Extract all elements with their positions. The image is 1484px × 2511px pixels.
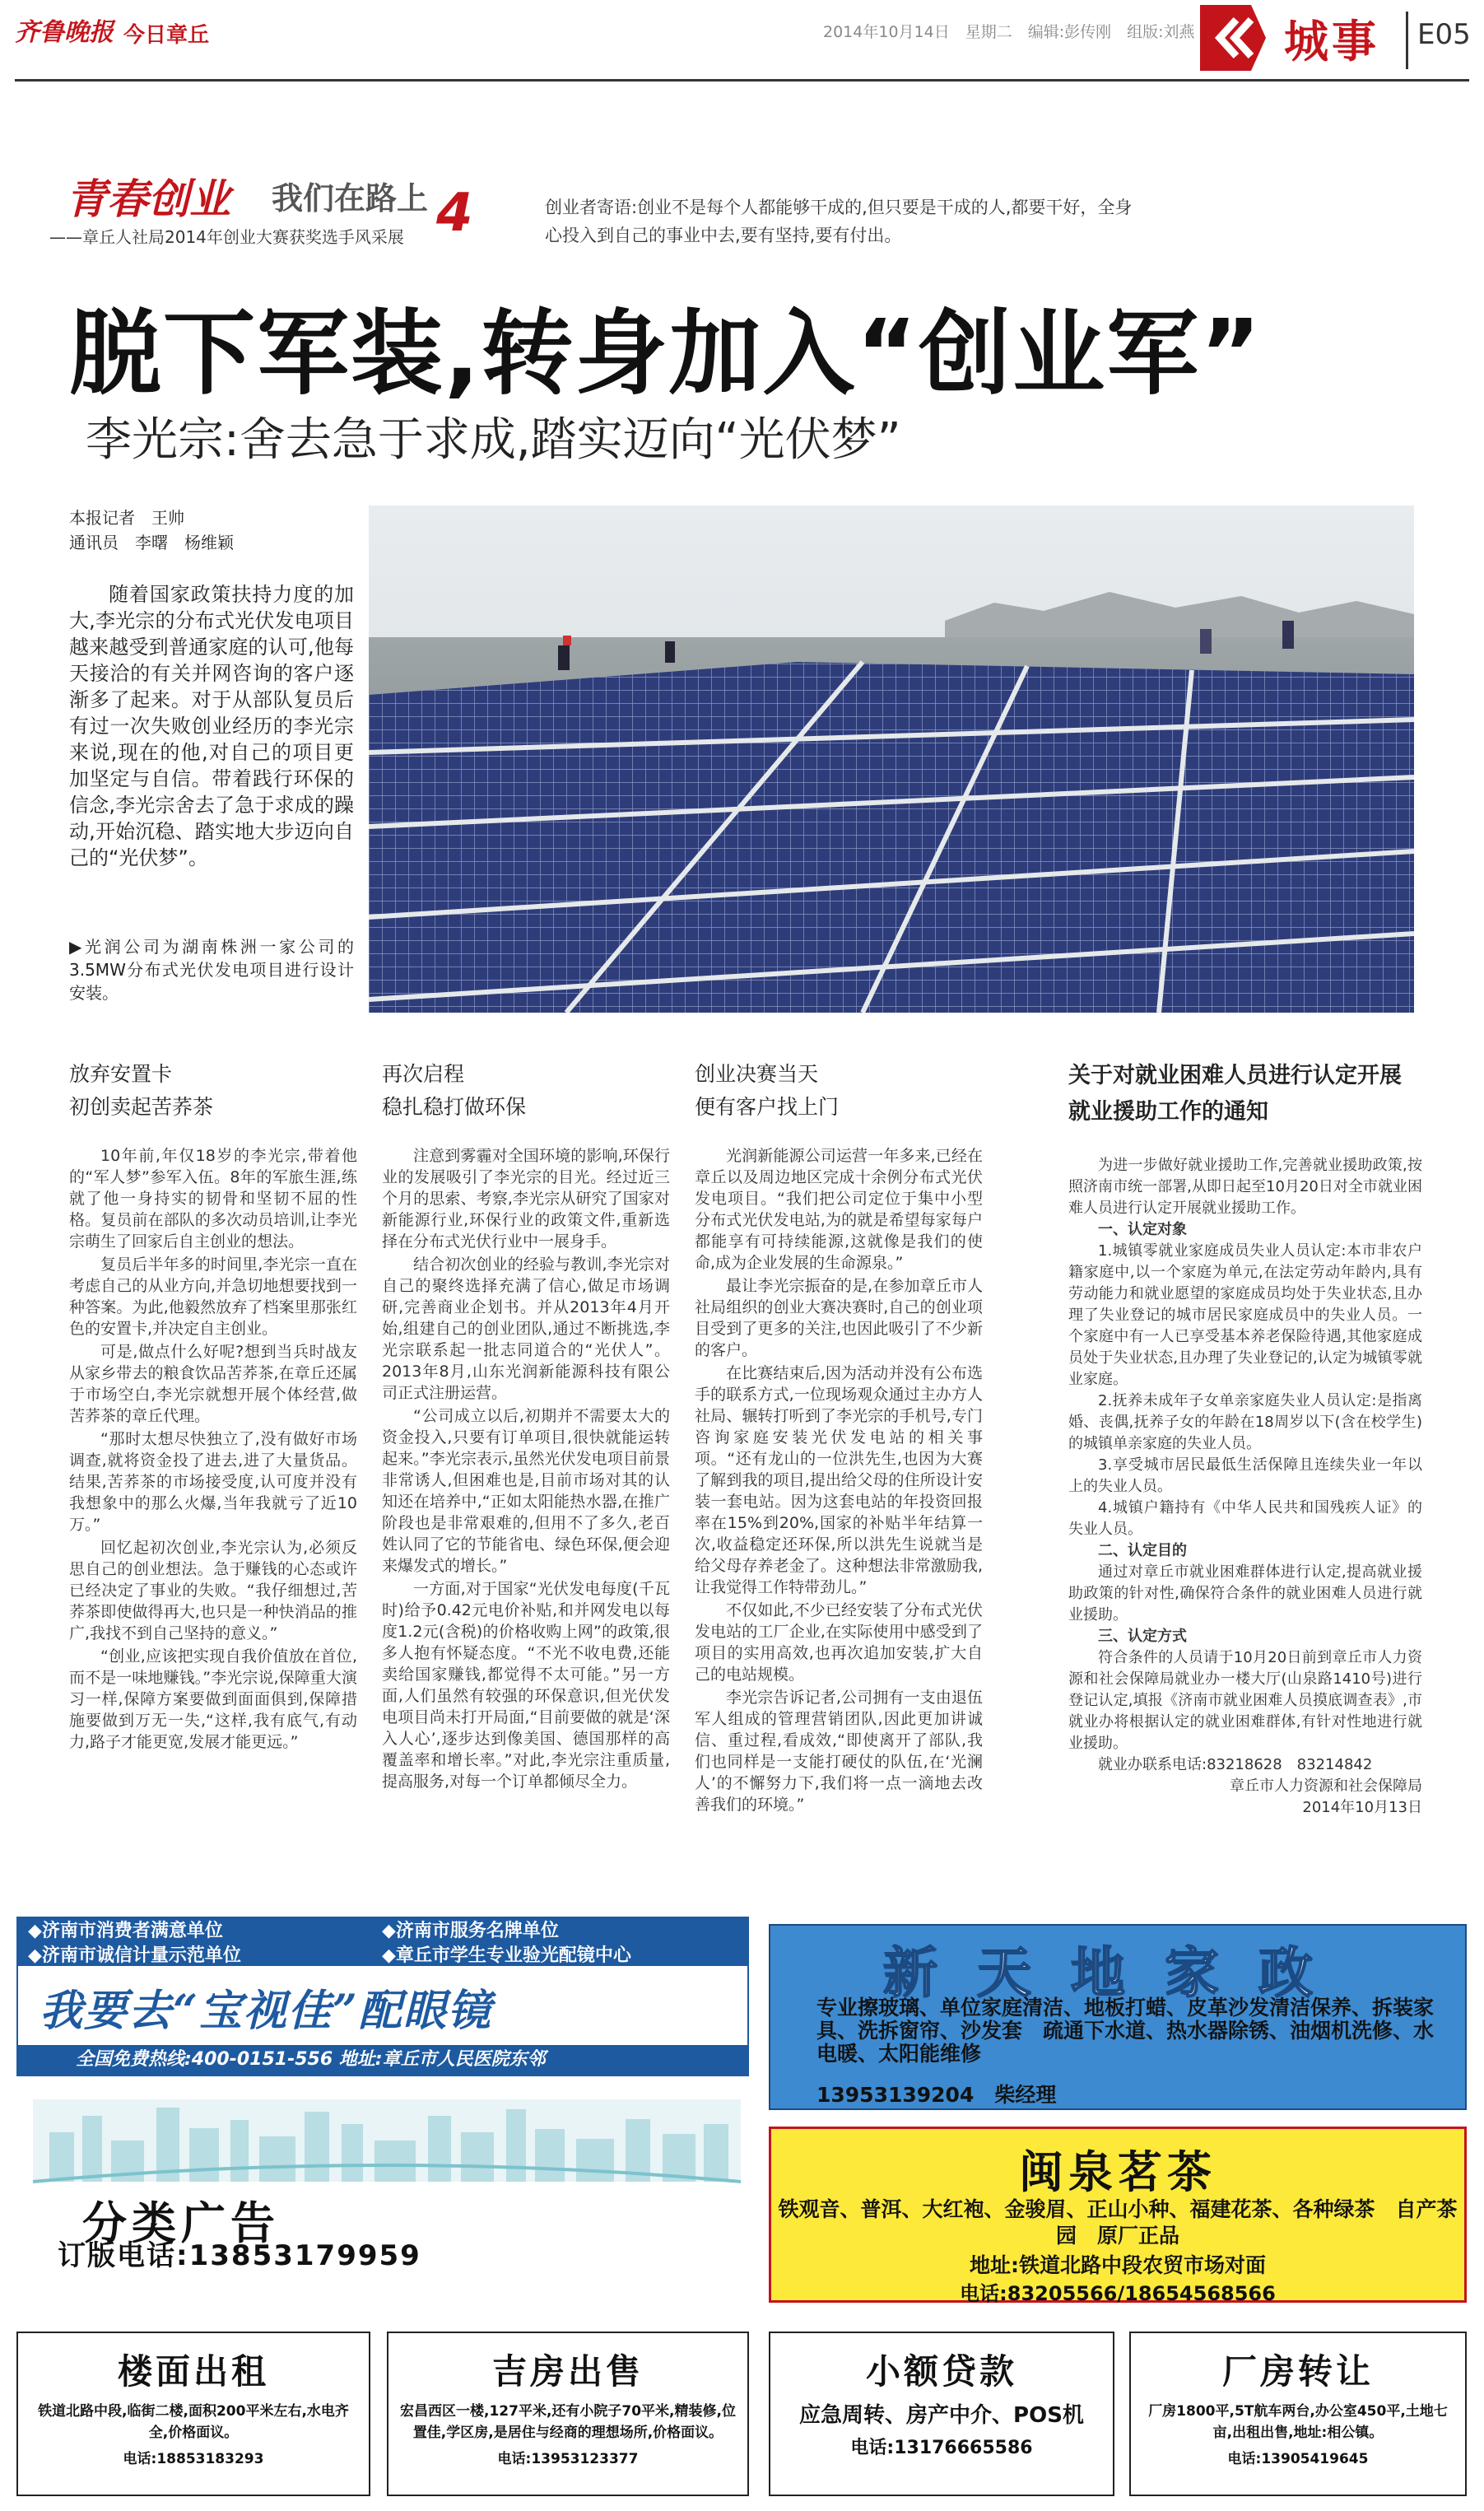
byline [69, 505, 234, 555]
notice-date: 2014年10月13日 [1302, 1799, 1422, 1816]
classified-box-title: 楼面出租 [117, 2351, 269, 2392]
classified-box-desc: 应急周转、房产中介、POS机 [799, 2403, 1084, 2428]
byline-correspondent: 通讯员 李曙 杨维颖 [69, 533, 234, 552]
classified-box [1129, 2332, 1467, 2496]
series-motto: 创业者寄语:创业不是每个人都能够干成的,但只要是干成的人,都要干好，全身心投入到自己的事业中去,要有坚持,要有付出。 [545, 198, 1133, 245]
tea-address: 地址:铁道北路中段农贸市场对面 [970, 2253, 1266, 2277]
notice-heading: 二、认定目的 [1098, 1542, 1187, 1559]
byline-reporter: 本报记者 王帅 [69, 508, 184, 528]
paragraph: 光润新能源公司运营一年多来,已经在章丘以及周边地区完成十余例分布式光伏发电项目。“我们把公司定位于集中小型分布式光伏发电站,为的就是希望每家每户都能享有可持续能源,这就像是我们的使命,成为企业发展的生命源泉。” [695, 1147, 983, 1272]
classified-box-phone: 电话:13905419645 [1227, 2451, 1369, 2467]
paragraph: “公司成立以后,初期并不需要太大的资金投入,只要有订单项目,很快就能运转起来。”李光宗表示,虽然光伏发电项目前景非常诱人,但困难也是,目前市场对其的认知还在培养中,“正如太阳能热水器,在推广阶段也是非常艰难的,但用不了多久,老百姓认同了它的节能省电、绿色环保,便会迎来爆发式的增长。” [382, 1407, 670, 1575]
classified-box-title: 吉房出售 [491, 2351, 644, 2392]
notice-item: 3.享受城市居民最低生活保障且连续失业一年以上的失业人员。 [1068, 1456, 1422, 1495]
paragraph: 复员后半年多的时间里,李光宗一直在考虑自己的从业方向,并急切地想要找到一种答案。为此,他毅然放弃了档案里那张红色的安置卡,并决定自主创业。 [69, 1256, 357, 1338]
paragraph: “创业,应该把实现自我价值放在首位,而不是一味地赚钱。”李光宗说,保障重大演习一样,保障方案要做到面面俱到,保障措施要做到万无一失,“这样,我有底气,有动力,路子才能更宽,发展才能更远。” [69, 1647, 357, 1751]
solar-panel-photo [369, 505, 1414, 1013]
paragraph: 在比赛结束后,因为活动并没有公布选手的联系方式,一位现场观众通过主办方人社局、辗转打听到了李光宗的手机号,专门咨询家庭安装光伏发电站的相关事项。“还有龙山的一位洪先生,也因为大赛了解到我的项目,提出给父母的住所设计安装一套电站。因为这套电站的年投资回报率在15%到20%,国家的补贴半年结算一次,收益稳定还环保,所以洪先生说就当是给父母存养老金了。这种想法非常激励我,让我觉得工作特带劲儿。” [695, 1364, 983, 1596]
section-badge-icon [1200, 5, 1266, 71]
notice-box [1068, 1058, 1422, 1819]
tea-items: 铁观音、普洱、大红袍、金骏眉、正山小种、福建花茶、各种绿茶 自产茶园 原厂正品 [778, 2197, 1458, 2248]
paragraph: 注意到雾霾对全国环境的影响,环保行业的发展吸引了李光宗的目光。经过近三个月的思索、考察,李光宗从研究了国家对新能源行业,环保行业的政策文件,重新选择在分布式光伏行业中一展身手。 [382, 1147, 670, 1251]
paragraph: 10年前,年仅18岁的李光宗,带着他的“军人梦”参军入伍。8年的军旅生涯,练就了他一身持实的韧骨和坚韧不屈的性格。复员前在部队的多次动员培训,让李光宗萌生了回家后自主创业的想法。 [69, 1147, 357, 1251]
eyewear-tag: ◆章丘市学生专业验光配镜中心 [382, 1945, 631, 1966]
tea-name: 闽泉茗茶 [1019, 2146, 1217, 2198]
classified-box-phone: 电话:13953123377 [497, 2451, 639, 2467]
housekeeping-desc: 专业擦玻璃、单位家庭清洁、地板打蜡、皮革沙发清洁保养、拆装家具、洗拆窗帘、沙发套 疏通下水道、热水器除锈、油烟机洗修、水电暖、太阳能维修 [816, 1996, 1435, 2066]
notice-item: 1.城镇零就业家庭成员失业人员认定:本市非农户籍家庭中,以一个家庭为单元,在法定劳动年龄内,具有劳动能力和就业愿望的家庭成员均处于失业状态,且办理了失业登记的城市居民家庭成员中的失业人员。一个家庭中有一人已享受基本养老保险待遇,其他家庭成员处于失业状态,且办理了失业登记的,认定为城镇零就业家庭。 [1068, 1242, 1422, 1388]
notice-phone: 就业办联系电话:83218628 83214842 [1098, 1756, 1373, 1773]
notice-paragraph: 通过对章丘市就业困难群体进行认定,提高就业援助政策的针对性,确保符合条件的就业困难人员进行就业援助。 [1068, 1563, 1422, 1624]
housekeeping-name: 新天地家政 [883, 1941, 1352, 2005]
section-title-2a: 再次启程 [382, 1062, 465, 1086]
notice-signature: 章丘市人力资源和社会保障局 [1230, 1777, 1422, 1795]
tea-ad [769, 2127, 1467, 2303]
notice-heading: 一、认定对象 [1098, 1221, 1187, 1238]
section-title: 城事 [1284, 16, 1379, 68]
notice-item: 2.抚养未成年子女单亲家庭失业人员认定:是指离婚、丧偶,抚养子女的年龄在18周岁以下(含在校学生)的城镇单亲家庭的失业人员。 [1068, 1392, 1422, 1452]
classified-box-desc: 宏昌西区一楼,127平米,还有小院子70平米,精装修,位置佳,学区房,是居住与经商的理想场所,价格面议。 [400, 2403, 736, 2441]
section-title-3b: 便有客户找上门 [695, 1095, 840, 1119]
header-divider [1406, 12, 1408, 69]
eyewear-tag: ◆济南市服务名牌单位 [382, 1920, 559, 1941]
page-number: E05 [1417, 18, 1471, 51]
classified-box-phone: 电话:13176665586 [850, 2438, 1033, 2458]
classified-phone: 订版电话:13853179959 [58, 2239, 421, 2272]
classified-box-phone: 电话:18853183293 [123, 2451, 264, 2467]
paragraph: 结合初次创业的经验与教训,李光宗对自己的聚终选择充满了信心,做足市场调研,完善商业企划书。并从2013年4月开始,组建自己的创业团队,通过不断挑选,李光宗联系起一批志同道合的“光伏人”。2013年8月,山东光润新能源科技有限公司正式注册运营。 [382, 1256, 670, 1402]
eyewear-contact: 全国免费热线:400-0151-556 地址:章丘市人民医院东邻 [18, 2045, 747, 2075]
section-title-2b: 稳扎稳打做环保 [382, 1095, 527, 1119]
tea-phone: 电话:83205566/18654568566 [960, 2282, 1276, 2305]
header-rule [15, 79, 1469, 82]
paragraph: 可是,做点什么好呢?想到当兵时战友从家乡带去的粮食饮品苦荞茶,在章丘还属于市场空白,李光宗就想开展个体经营,做苦荞茶的章丘代理。 [69, 1343, 357, 1425]
section-title-3a: 创业决赛当天 [695, 1062, 819, 1086]
housekeeping-phone: 13953139204 柴经理 [816, 2083, 1057, 2107]
notice-paragraph: 符合条件的人员请于10月20日前到章丘市人力资源和社会保障局就业办一楼大厅(山泉路1410号)进行登记认定,填报《济南市就业困难人员摸底调查表》,市就业办将根据认定的就业困难群体,有针对性地进行就业援助。 [1068, 1649, 1422, 1752]
classified-title: 分类广告 [82, 2197, 280, 2249]
edition-meta: 2014年10月14日 星期二 编辑:彭传刚 组版:刘燕 [823, 23, 1195, 41]
headline: 脱下军装,转身加入“创业军” [69, 300, 1263, 408]
classified-box [16, 2332, 370, 2496]
eyewear-tag: ◆济南市消费者满意单位 [28, 1920, 223, 1941]
article-column-1 [69, 1058, 357, 1754]
eyewear-ad [16, 1966, 749, 2076]
section-title-1a: 放弃安置卡 [69, 1062, 173, 1086]
housekeeping-ad [769, 1924, 1467, 2110]
classified-box [387, 2332, 749, 2496]
notice-item: 4.城镇户籍持有《中华人民共和国残疾人证》的失业人员。 [1068, 1499, 1422, 1538]
eyewear-slogan: 我要去“宝视佳”配眼镜 [40, 1986, 492, 2036]
paragraph: 最让李光宗振奋的是,在参加章丘市人社局组织的创业大赛决赛时,自己的创业项目受到了更多的关注,也因此吸引了不少新的客户。 [695, 1277, 983, 1359]
paragraph: 不仅如此,不少已经安装了分布式光伏发电站的工厂企业,在实际使用中感受到了项目的实用高效,也再次追加安装,扩大自己的电站规模。 [695, 1601, 983, 1684]
notice-intro: 为进一步做好就业援助工作,完善就业援助政策,按照济南市统一部署,从即日起至10月20日对全市就业困难人员进行认定开展就业援助工作。 [1068, 1157, 1422, 1217]
city-skyline-icon [16, 2091, 749, 2190]
classified-box-title: 小额贷款 [865, 2351, 1017, 2392]
series-subtitle: ——章丘人社局2014年创业大赛获奖选手风采展 [49, 227, 404, 247]
paragraph: 李光宗告诉记者,公司拥有一支由退伍军人组成的管理营销团队,因此更加讲诚信、重过程,看成效,“即使离开了部队,我们也同样是一支能打硬仗的队伍,在‘光澜人’的不懈努力下,我们将一点一滴地去改善我们的环境。” [695, 1689, 983, 1814]
paper-logo: 齐鲁晚报 [15, 18, 114, 47]
classified-ad-header [16, 2091, 749, 2272]
lead-paragraph: 随着国家政策扶持力度的加大,李光宗的分布式光伏发电项目越来越受到普通家庭的认可,他每天接洽的有关并网咨询的客户逐渐多了起来。对于从部队复员后有过一次失败创业经历的李光宗来说,现在的他,对自己的项目更加坚定与自信。带着践行环保的信念,李光宗舍去了急于求成的躁动,开始沉稳、踏实地大步迈向自己的“光伏梦”。 [69, 583, 354, 869]
subheadline: 李光宗:舍去急于求成,踏实迈向“光伏梦” [86, 413, 901, 467]
series-number: 4 [436, 183, 473, 244]
paragraph: 回忆起初次创业,李光宗认为,必须反思自己的创业想法。急于赚钱的心态或许已经决定了事业的失败。“我仔细想过,苦荞茶即使做得再大,也只是一种快消品的推广,我找不到自己坚持的意义。” [69, 1539, 357, 1642]
column-name: 今日章丘 [123, 23, 210, 48]
eyewear-tag: ◆济南市诚信计量示范单位 [28, 1945, 241, 1966]
classified-box-title: 厂房转让 [1221, 2351, 1374, 2392]
notice-heading: 三、认定方式 [1098, 1628, 1187, 1645]
notice-title: 关于对就业困难人员进行认定开展就业援助工作的通知 [1068, 1063, 1402, 1125]
series-title: 我们在路上 [272, 180, 429, 217]
classified-box-desc: 厂房1800平,5T航车两台,办公室450平,土地七亩,出租出售,地址:相公镇。 [1148, 2403, 1448, 2441]
paragraph: “那时太想尽快独立了,没有做好市场调查,就将资金投了进去,进了大量货品。结果,苦荞茶的市场接受度,认可度并没有我想象中的那么火爆,当年我就亏了近10万。” [69, 1430, 357, 1534]
section-title-1b: 初创卖起苦荞茶 [69, 1095, 214, 1119]
photo-caption: ▶光润公司为湖南株洲一家公司的3.5MW分布式光伏发电项目进行设计安装。 [69, 937, 354, 1003]
classified-box [769, 2332, 1114, 2496]
article-column-2 [382, 1058, 670, 1794]
article-column-3 [695, 1058, 983, 1817]
series-brand: 青春创业 [66, 175, 230, 223]
paragraph: 一方面,对于国家“光伏发电每度(千瓦时)给予0.42元电价补贴,和并网发电以每度1.2元(含税)的价格收购上网”的政策,很多人抱有怀疑态度。“不光不收电费,还能卖给国家赚钱,都觉得不太可能。”另一方面,人们虽然有较强的环保意识,但光伏发电项目尚未打开局面,“目前要做的就是‘深入人心’,逐步达到像美国、德国那样的高覆盖率和增长率。”对此,李光宗注重质量,提高服务,对每一个订单都倾尽全力。 [382, 1580, 670, 1791]
eyewear-ad-tags [16, 1917, 749, 1966]
classified-box-desc: 铁道北路中段,临街二楼,面积200平米左右,水电齐全,价格面议。 [38, 2403, 349, 2441]
